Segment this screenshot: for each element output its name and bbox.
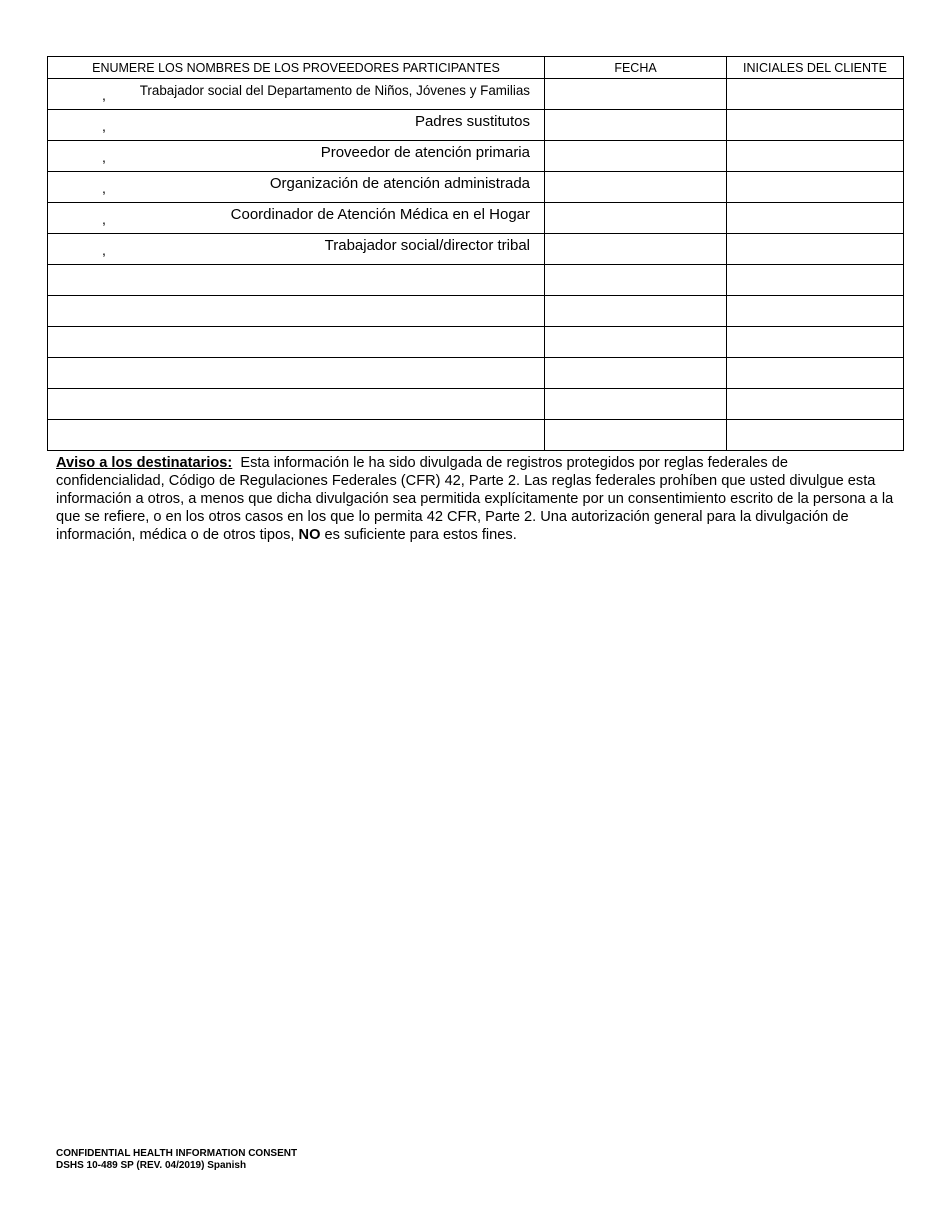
table-row — [48, 389, 904, 420]
notice-text: Esta información le ha sido divulgada de registros protegidos por reglas federales de confidencialidad, Código de Regulaciones Federales (CFR) 42, Parte 2. Las reglas federales prohíben que usted divulgue esta información a otros, a menos que dicha divulgación sea permitida explícitamente por un consentimiento escrito de la persona a la que se refiere, o en los otros casos en los que lo permita 42 CFR, Parte 2. Una autorización general para la divulgación de información, médica o de otros tipos, — [56, 455, 894, 543]
initials-cell[interactable] — [727, 110, 904, 141]
provider-name-cell[interactable] — [48, 203, 545, 234]
providers-table — [47, 56, 904, 451]
header-date: FECHA — [545, 57, 727, 79]
header-client-initials: INICIALES DEL CLIENTE — [727, 57, 904, 79]
date-cell[interactable] — [545, 234, 727, 265]
provider-label: Proveedor de atención primaria — [320, 144, 530, 161]
provider-name-cell[interactable] — [48, 141, 545, 172]
table-row — [48, 327, 904, 358]
provider-label: Trabajador social/director tribal — [324, 237, 530, 254]
initials-cell[interactable] — [727, 234, 904, 265]
table-row — [48, 358, 904, 389]
date-cell[interactable] — [545, 296, 727, 327]
date-cell[interactable] — [545, 327, 727, 358]
date-cell[interactable] — [545, 358, 727, 389]
date-cell[interactable] — [545, 172, 727, 203]
notice-text-end: es suficiente para estos fines. — [324, 527, 517, 543]
date-cell[interactable] — [545, 420, 727, 451]
provider-name-cell[interactable] — [48, 172, 545, 203]
form-footer — [56, 1148, 297, 1172]
form-number: DSHS 10-489 SP (REV. 04/2019) Spanish — [56, 1160, 247, 1171]
provider-comma: , — [102, 87, 106, 103]
date-cell[interactable] — [545, 265, 727, 296]
provider-comma: , — [102, 149, 106, 165]
table-row — [48, 234, 904, 265]
provider-label: Organización de atención administrada — [269, 175, 530, 192]
table-row — [48, 141, 904, 172]
date-cell[interactable] — [545, 389, 727, 420]
initials-cell[interactable] — [727, 141, 904, 172]
table-row — [48, 110, 904, 141]
provider-comma: , — [102, 242, 106, 258]
initials-cell[interactable] — [727, 265, 904, 296]
provider-name-cell[interactable] — [48, 358, 545, 389]
initials-cell[interactable] — [727, 296, 904, 327]
initials-cell[interactable] — [727, 172, 904, 203]
provider-name-cell[interactable] — [48, 327, 545, 358]
initials-cell[interactable] — [727, 420, 904, 451]
notice-emphasis: NO — [298, 527, 321, 543]
table-row — [48, 172, 904, 203]
initials-cell[interactable] — [727, 79, 904, 110]
provider-name-cell[interactable] — [48, 265, 545, 296]
provider-name-cell[interactable] — [48, 296, 545, 327]
provider-label: Coordinador de Atención Médica en el Hogar — [230, 206, 530, 223]
provider-name-cell[interactable] — [48, 234, 545, 265]
initials-cell[interactable] — [727, 389, 904, 420]
notice-title: Aviso a los destinatarios: — [56, 455, 233, 471]
provider-comma: , — [102, 180, 106, 196]
table-row — [48, 420, 904, 451]
date-cell[interactable] — [545, 141, 727, 172]
initials-cell[interactable] — [727, 203, 904, 234]
date-cell[interactable] — [545, 203, 727, 234]
provider-name-cell[interactable] — [48, 389, 545, 420]
date-cell[interactable] — [545, 79, 727, 110]
table-row — [48, 265, 904, 296]
table-row — [48, 296, 904, 327]
date-cell[interactable] — [545, 110, 727, 141]
provider-comma: , — [102, 211, 106, 227]
table-row — [48, 79, 904, 110]
form-title: CONFIDENTIAL HEALTH INFORMATION CONSENT — [56, 1148, 298, 1159]
initials-cell[interactable] — [727, 327, 904, 358]
initials-cell[interactable] — [727, 358, 904, 389]
provider-label: Padres sustitutos — [414, 113, 530, 130]
provider-comma: , — [102, 118, 106, 134]
header-providers: ENUMERE LOS NOMBRES DE LOS PROVEEDORES PARTICIPANTES — [48, 57, 545, 79]
table-header-row — [48, 57, 904, 79]
provider-name-cell[interactable] — [48, 79, 545, 110]
provider-name-cell[interactable] — [48, 110, 545, 141]
provider-name-cell[interactable] — [48, 420, 545, 451]
recipient-notice — [56, 454, 898, 544]
table-row — [48, 203, 904, 234]
provider-label: Trabajador social del Departamento de Niños, Jóvenes y Familias — [139, 83, 530, 98]
